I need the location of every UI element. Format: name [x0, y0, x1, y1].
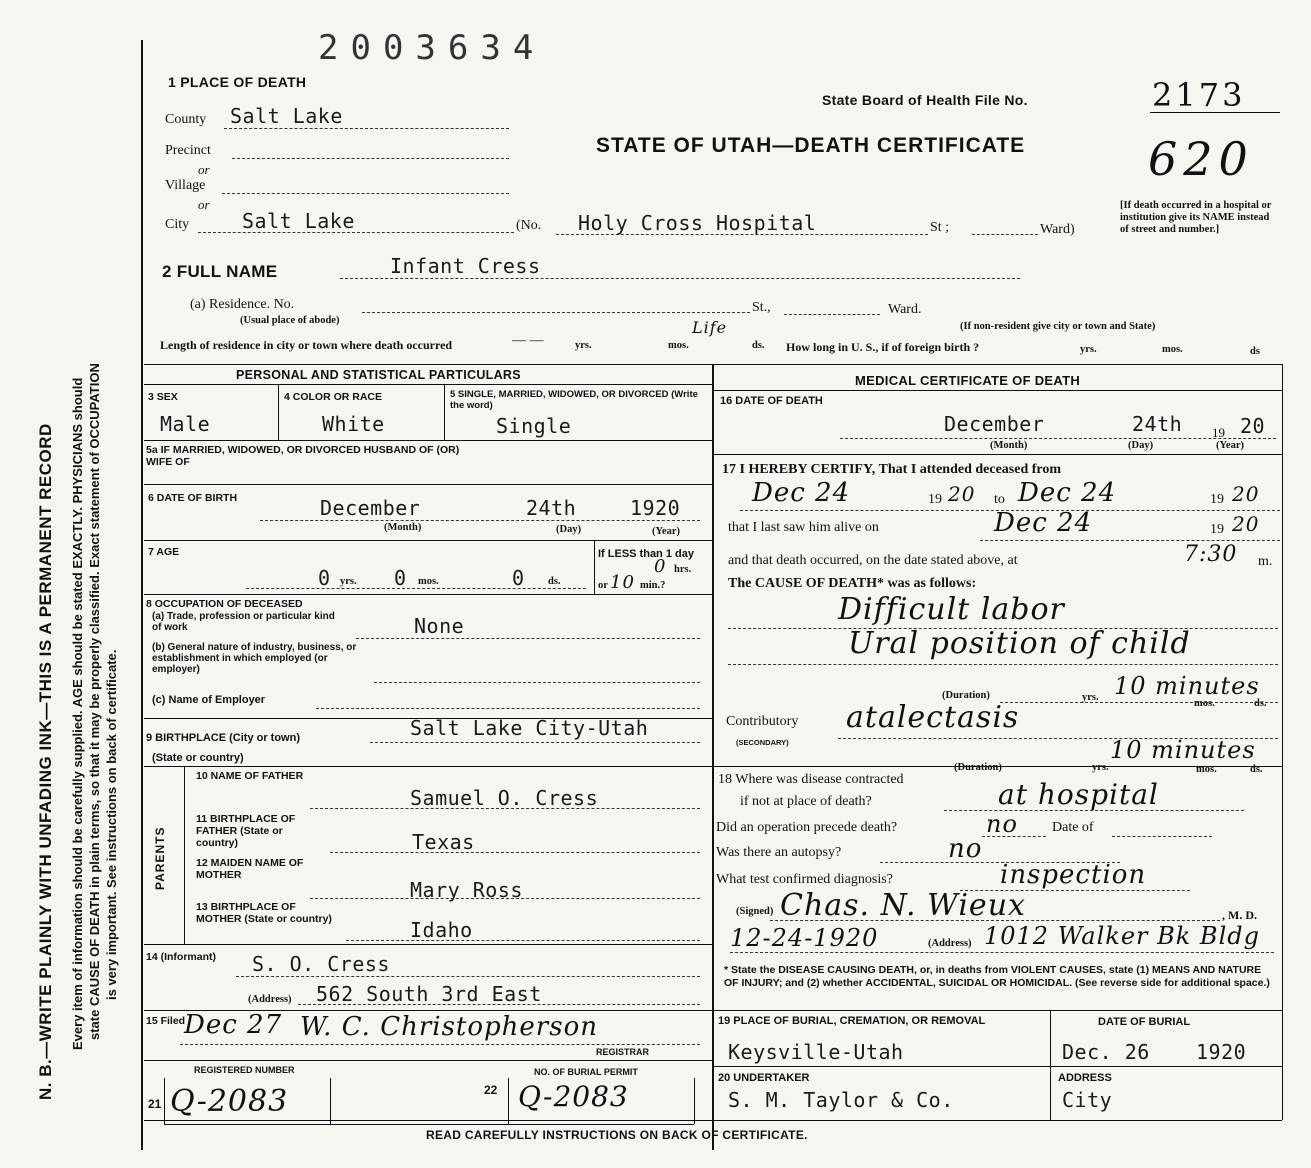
dob-day-label: (Day) — [556, 524, 582, 535]
dob-label: 6 DATE OF BIRTH — [148, 492, 238, 504]
usual-abode: (Usual place of abode) — [240, 315, 340, 326]
filed-date: Dec 27 — [184, 1010, 283, 1040]
attended-19a: 19 — [928, 492, 942, 507]
informant-address-label: (Address) — [248, 994, 292, 1005]
attended-from-year: 20 — [948, 482, 976, 506]
duration-yrs-1: yrs. — [1082, 692, 1099, 703]
residence-label: (a) Residence. No. — [190, 297, 295, 312]
color-label: 4 COLOR OR RACE — [284, 391, 383, 403]
age-label: 7 AGE — [148, 546, 180, 558]
test-value: inspection — [1000, 860, 1147, 890]
nonresident-note: (If non-resident give city or town and State) — [960, 321, 1156, 332]
burial-permit-label: NO. OF BURIAL PERMIT — [534, 1067, 638, 1077]
state-country-label: (State or country) — [152, 752, 244, 764]
no-label: (No. — [516, 218, 542, 233]
occupation-value: None — [414, 614, 465, 638]
secondary-label: (SECONDARY) — [736, 738, 789, 747]
duration-value-2: 10 minutes — [1110, 736, 1256, 764]
last-saw-date: Dec 24 — [994, 508, 1093, 538]
certify-text: 17 I HEREBY CERTIFY, That I attended deceased from — [722, 462, 1062, 477]
side-note-line3: is very important. See instructions on back of certificate. — [104, 649, 119, 1000]
death-time: 7:30 — [1184, 542, 1238, 567]
or-label-2: or — [198, 197, 210, 212]
birthplace-value: Salt Lake City-Utah — [410, 716, 649, 740]
dob-month-label: (Month) — [384, 522, 422, 533]
sign-date: 12-24-1920 — [730, 924, 879, 952]
duration-label-2: (Duration) — [954, 762, 1002, 773]
left-border — [141, 40, 143, 1150]
death-day-label: (Day) — [1128, 440, 1154, 451]
death-nineteen: 19 — [1212, 425, 1225, 440]
mother-birthplace-label: 13 BIRTHPLACE OF MOTHER (State or country) — [196, 901, 332, 925]
foreign-mos: mos. — [1162, 344, 1183, 355]
undertaker-label: 20 UNDERTAKER — [718, 1072, 810, 1084]
city-value: Salt Lake — [242, 209, 355, 233]
num-22: 22 — [484, 1083, 498, 1097]
death-day: 24th — [1132, 412, 1183, 436]
autopsy-value: no — [948, 834, 983, 864]
certificate-title: STATE OF UTAH—DEATH CERTIFICATE — [596, 134, 1026, 157]
village-label: Village — [165, 178, 206, 193]
length-residence-label: Length of residence in city or town where death occurred — [160, 338, 453, 352]
age-ds-label: ds. — [548, 576, 561, 587]
registrar-label: REGISTRAR — [596, 1047, 650, 1057]
operation-value: no — [986, 810, 1018, 838]
undertaker-value: S. M. Taylor & Co. — [728, 1088, 954, 1112]
medical-heading: MEDICAL CERTIFICATE OF DEATH — [855, 373, 1081, 388]
hrs-label: hrs. — [674, 564, 692, 575]
duration-value-1: 10 minutes — [1114, 672, 1260, 700]
or-min-label: or — [598, 580, 608, 591]
length-life: Life — [692, 318, 728, 337]
marital-value: Single — [496, 414, 572, 438]
cause-line-2: Ural position of child — [848, 626, 1191, 661]
death-month: December — [944, 412, 1045, 436]
death-year-label: (Year) — [1216, 440, 1244, 451]
city-label: City — [165, 217, 190, 232]
father-value: Samuel O. Cress — [410, 786, 599, 810]
father-birthplace-value: Texas — [412, 830, 475, 854]
foreign-ds: ds — [1250, 346, 1260, 357]
death-date-label: 16 DATE OF DEATH — [720, 395, 823, 407]
length-residence-value: — — — [512, 333, 544, 348]
attended-to: Dec 24 — [1018, 478, 1117, 508]
color-value: White — [322, 412, 385, 436]
age-yrs: 0 — [318, 566, 331, 590]
attended-19b: 19 — [1210, 492, 1224, 507]
birthplace-label: 9 BIRTHPLACE (City or town) — [146, 732, 300, 744]
county-label: County — [165, 112, 207, 127]
father-birthplace-label: 11 BIRTHPLACE OF FATHER (State or country) — [196, 813, 296, 849]
test-label: What test confirmed diagnosis? — [716, 872, 893, 887]
or-label-1: or — [198, 162, 210, 177]
father-label: 10 NAME OF FATHER — [196, 770, 304, 782]
last-saw-year: 20 — [1232, 512, 1260, 536]
occupation-c-label: (c) Name of Employer — [152, 694, 266, 706]
length-ds: ds. — [752, 340, 765, 351]
informant-address-value: 562 South 3rd East — [316, 982, 542, 1006]
burial-date-value: Dec. 26 — [1062, 1040, 1150, 1064]
registrar-signature: W. C. Christopherson — [300, 1012, 598, 1042]
burial-year-value: 1920 — [1196, 1040, 1247, 1064]
full-name-value: Infant Cress — [390, 254, 541, 278]
burial-permit-value: Q-2083 — [518, 1080, 629, 1113]
attended-to-year: 20 — [1232, 482, 1260, 506]
undertaker-address-value: City — [1062, 1088, 1113, 1112]
filed-label: 15 Filed — [146, 1015, 186, 1027]
duration-mos-1: mos. — [1194, 698, 1215, 709]
age-yrs-label: yrs. — [340, 576, 357, 587]
cause-line-1: Difficult labor — [838, 592, 1065, 627]
contracted-value: at hospital — [998, 778, 1159, 811]
file-number: 2173 — [1152, 76, 1246, 114]
autopsy-label: Was there an autopsy? — [716, 845, 842, 860]
burial-date-label: DATE OF BURIAL — [1098, 1016, 1191, 1028]
date-of-label: Date of — [1052, 820, 1094, 835]
informant-value: S. O. Cress — [252, 952, 390, 976]
num-21: 21 — [148, 1097, 162, 1111]
serial-number: 2003634 — [318, 28, 546, 68]
precinct-label: Precinct — [165, 143, 211, 158]
last-saw-19: 19 — [1210, 522, 1224, 537]
duration-mos-2: mos. — [1196, 764, 1217, 775]
file-label: State Board of Health File No. — [822, 92, 1028, 108]
contracted-label: 18 Where was disease contracted — [718, 772, 904, 787]
death-year: 20 — [1240, 414, 1266, 438]
full-name-label: 2 FULL NAME — [162, 262, 278, 281]
foreign-yrs: yrs. — [1080, 344, 1097, 355]
residence-ward: Ward. — [888, 302, 922, 317]
county-value: Salt Lake — [230, 104, 343, 128]
mother-label: 12 MAIDEN NAME OF MOTHER — [196, 857, 304, 881]
spouse-label: 5a IF MARRIED, WIDOWED, OR DIVORCED HUSBAND OF (OR) WIFE OF — [146, 444, 460, 468]
sex-value: Male — [160, 412, 211, 436]
st-label: St ; — [930, 220, 950, 235]
duration-label-1: (Duration) — [942, 690, 990, 701]
death-time-label: and that death occurred, on the date stated above, at — [728, 553, 1018, 568]
registered-number-value: Q-2083 — [170, 1084, 289, 1119]
contracted-label-2: if not at place of death? — [740, 794, 872, 809]
duration-yrs-2: yrs. — [1092, 762, 1109, 773]
death-month-label: (Month) — [990, 440, 1028, 451]
md-label: , M. D. — [1222, 908, 1257, 922]
contributory-value: atalectasis — [846, 700, 1020, 735]
occupation-b-label: (b) General nature of industry, business, or establishment in which employed (or employer) — [152, 642, 357, 675]
occupation-a-label: (a) Trade, profession or particular kind of work — [152, 611, 335, 633]
ward-label: Ward) — [1040, 222, 1075, 237]
min-value: 10 — [610, 572, 635, 593]
sign-address: 1012 Walker Bk Bldg — [984, 922, 1260, 950]
attended-from: Dec 24 — [752, 478, 851, 508]
medical-footnote: * State the DISEASE CAUSING DEATH, or, in deaths from VIOLENT CAUSES, state (1) MEANS AND NATURE OF INJURY; and (2) whether ACCIDENTAL, SUICIDAL OR HOMICIDAL. (See reverse side for additional space.) — [724, 964, 1270, 989]
signed-label: (Signed) — [736, 906, 774, 917]
length-yrs: yrs. — [575, 340, 592, 351]
dob-day: 24th — [526, 496, 577, 520]
right-border — [1282, 364, 1283, 1120]
marital-label: 5 SINGLE, MARRIED, WIDOWED, OR DIVORCED (Write the word) — [450, 389, 698, 411]
dob-year: 1920 — [630, 496, 681, 520]
duration-ds-1: ds. — [1254, 698, 1267, 709]
informant-label: 14 (Informant) — [146, 951, 217, 963]
side-note-line1: Every item of information should be carefully supplied. AGE should be stated EXACTLY. PHYSICIANS should — [70, 377, 85, 1050]
handwritten-top-number: 620 — [1148, 132, 1254, 186]
duration-ds-2: ds. — [1250, 764, 1263, 775]
length-mos: mos. — [668, 340, 689, 351]
dob-year-label: (Year) — [652, 526, 680, 537]
burial-place-value: Keysville-Utah — [728, 1040, 904, 1064]
side-note-line2: state CAUSE OF DEATH in plain terms, so that it may be properly classified. Exact statement of OCCUPATION — [87, 363, 102, 1040]
undertaker-address-label: ADDRESS — [1058, 1072, 1112, 1084]
physician-signature: Chas. N. Wieux — [780, 888, 1026, 923]
occupation-label: 8 OCCUPATION OF DECEASED — [146, 598, 303, 610]
burial-place-label: 19 PLACE OF BURIAL, CREMATION, OR REMOVAL — [718, 1015, 986, 1027]
age-mos: 0 — [394, 566, 407, 590]
foreign-birth-label: How long in U. S., if of foreign birth ? — [786, 340, 980, 354]
last-saw-label: that I last saw him alive on — [728, 520, 879, 535]
if-less-label: If LESS than 1 day — [598, 548, 694, 560]
dob-month: December — [320, 496, 421, 520]
mother-birthplace-value: Idaho — [410, 918, 473, 942]
sex-label: 3 SEX — [148, 391, 178, 403]
age-ds: 0 — [512, 566, 525, 590]
registered-number-label: REGISTERED NUMBER — [194, 1065, 295, 1075]
footer-instruction: READ CAREFULLY INSTRUCTIONS ON BACK OF CERTIFICATE. — [426, 1128, 808, 1142]
residence-st: St., — [752, 300, 771, 315]
age-mos-label: mos. — [418, 576, 439, 587]
hospital-note: [If death occurred in a hospital or institution give its NAME instead of street and number.] — [1120, 200, 1272, 235]
m-label: m. — [1258, 554, 1273, 569]
min-label: min.? — [640, 580, 666, 591]
attended-to-label: to — [994, 492, 1005, 507]
cause-label: The CAUSE OF DEATH* was as follows: — [728, 576, 977, 591]
mother-value: Mary Ross — [410, 878, 523, 902]
operation-label: Did an operation precede death? — [716, 820, 898, 835]
address-value: Holy Cross Hospital — [578, 211, 817, 235]
side-note-main: N. B.—WRITE PLAINLY WITH UNFADING INK—THIS IS A PERMANENT RECORD — [36, 423, 55, 1100]
personal-heading: PERSONAL AND STATISTICAL PARTICULARS — [236, 368, 521, 382]
place-of-death-heading: 1 PLACE OF DEATH — [168, 74, 307, 90]
contributory-label: Contributory — [726, 714, 799, 729]
sign-address-label: (Address) — [928, 938, 972, 949]
hrs-value: 0 — [654, 556, 667, 577]
parents-label: PARENTS — [153, 826, 167, 890]
